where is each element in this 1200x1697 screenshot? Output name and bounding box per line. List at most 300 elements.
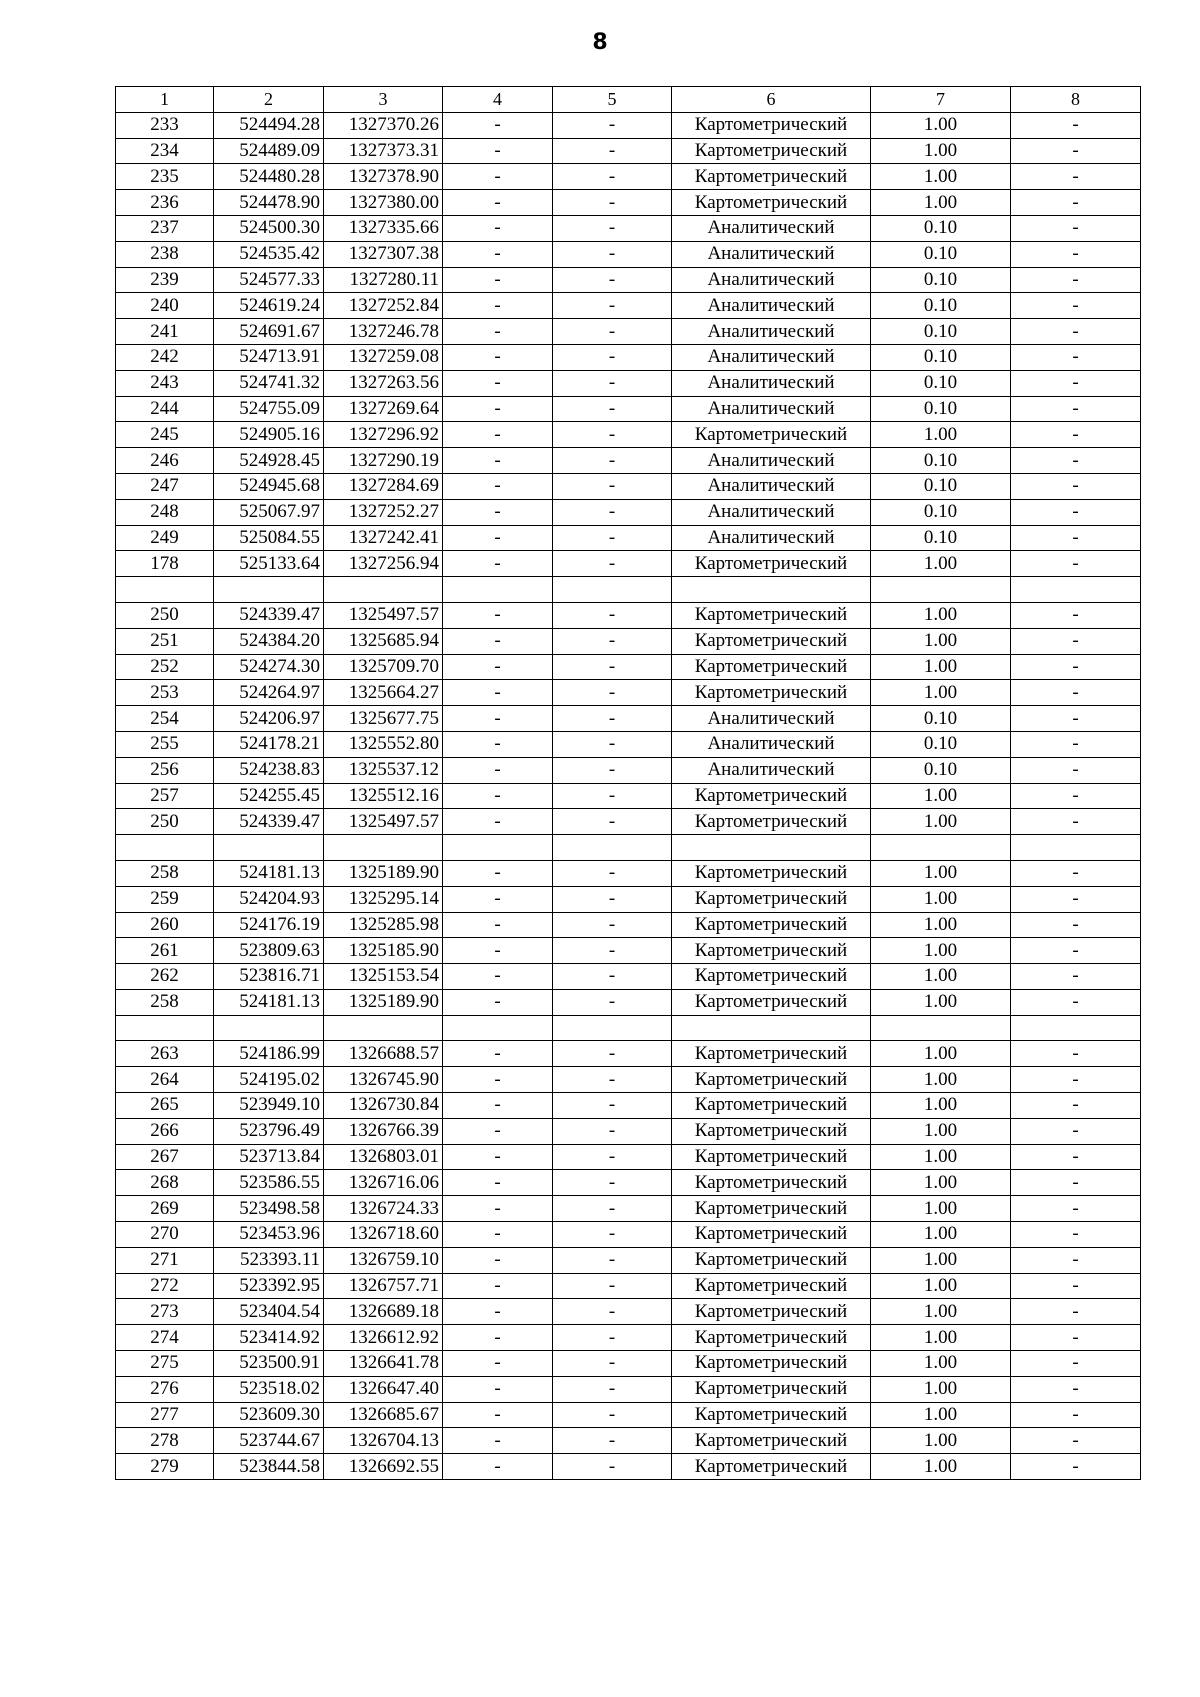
table-cell: - [443,1325,553,1351]
table-cell [871,835,1011,861]
table-row [116,1325,1141,1351]
table-cell: 0.10 [871,525,1011,551]
table-cell: - [1011,396,1141,422]
table-cell [553,1015,672,1041]
table-cell: - [1011,1118,1141,1144]
table-cell: - [1011,1454,1141,1480]
table-cell: 275 [116,1351,214,1377]
table-cell: 525133.64 [214,551,324,577]
table-cell: 1325537.12 [324,757,443,783]
table-row [116,1376,1141,1402]
table-cell: 1.00 [871,654,1011,680]
table-cell: - [443,448,553,474]
table-cell [324,835,443,861]
table-cell: 524176.19 [214,912,324,938]
table-cell: 1326745.90 [324,1067,443,1093]
table-cell: 0.10 [871,293,1011,319]
table-cell: 1326724.33 [324,1196,443,1222]
table-cell: 1.00 [871,628,1011,654]
table-cell: Картометрический [672,989,871,1015]
table-cell: 238 [116,241,214,267]
table-cell: 523796.49 [214,1118,324,1144]
table-row [116,886,1141,912]
table-cell: - [443,525,553,551]
table-cell: 0.10 [871,706,1011,732]
table-cell: - [443,1428,553,1454]
table-cell: Аналитический [672,319,871,345]
table-cell [116,1015,214,1041]
table-cell: - [1011,809,1141,835]
table-cell: 523609.30 [214,1402,324,1428]
table-cell: - [553,293,672,319]
table-cell: 524339.47 [214,602,324,628]
table-cell: - [1011,1402,1141,1428]
table-cell: - [443,370,553,396]
table-cell: Картометрический [672,422,871,448]
table-row [116,912,1141,938]
table-cell: 1327296.92 [324,422,443,448]
table-row [116,1144,1141,1170]
table-cell: - [443,628,553,654]
table-cell: Аналитический [672,267,871,293]
table-row [116,1351,1141,1377]
table-row [116,499,1141,525]
table-cell: - [443,783,553,809]
column-header: 3 [324,87,443,113]
table-cell: - [1011,241,1141,267]
table-cell: - [1011,938,1141,964]
table-cell: - [1011,1170,1141,1196]
table-cell: - [1011,1376,1141,1402]
table-cell: - [553,1273,672,1299]
table-cell: - [443,551,553,577]
table-row [116,938,1141,964]
table-cell: 1327256.94 [324,551,443,577]
table-cell: Картометрический [672,1402,871,1428]
table-cell: Картометрический [672,138,871,164]
table-cell: Картометрический [672,1454,871,1480]
table-cell: 1326766.39 [324,1118,443,1144]
table-cell: - [443,344,553,370]
table-cell: 1.00 [871,1428,1011,1454]
table-row [116,809,1141,835]
table-cell: - [1011,1273,1141,1299]
table-cell: - [553,319,672,345]
table-cell [1011,835,1141,861]
table-cell: Картометрический [672,1170,871,1196]
table-cell [1011,1015,1141,1041]
column-header: 6 [672,87,871,113]
table-cell: Аналитический [672,293,871,319]
table-cell: - [553,1351,672,1377]
table-cell: - [1011,499,1141,525]
table-cell: 245 [116,422,214,448]
table-cell: - [553,1376,672,1402]
table-cell: 1.00 [871,1351,1011,1377]
table-cell: - [443,422,553,448]
table-cell: Картометрический [672,1428,871,1454]
table-cell: - [443,164,553,190]
table-cell: 267 [116,1144,214,1170]
table-cell: - [1011,654,1141,680]
table-cell: - [553,190,672,216]
table-cell: 524928.45 [214,448,324,474]
table-cell: 250 [116,602,214,628]
table-cell: 1.00 [871,551,1011,577]
table-cell: 1327252.27 [324,499,443,525]
table-cell: 1327370.26 [324,112,443,138]
table-cell: 1325185.90 [324,938,443,964]
table-row [116,344,1141,370]
table-cell: 524713.91 [214,344,324,370]
column-header: 8 [1011,87,1141,113]
table-cell: - [1011,551,1141,577]
table-row [116,731,1141,757]
table-cell: 251 [116,628,214,654]
table-cell: 236 [116,190,214,216]
table-cell: - [443,473,553,499]
table-cell: - [553,1299,672,1325]
table-cell: - [1011,215,1141,241]
table-row [116,112,1141,138]
table-cell: 1.00 [871,964,1011,990]
table-cell: - [1011,138,1141,164]
table-cell: 274 [116,1325,214,1351]
table-cell: 233 [116,112,214,138]
table-cell: 1327280.11 [324,267,443,293]
table-cell: - [1011,860,1141,886]
table-cell: 1326692.55 [324,1454,443,1480]
table-cell: - [1011,680,1141,706]
table-cell: - [553,989,672,1015]
table-cell: - [1011,164,1141,190]
table-cell: - [1011,1222,1141,1248]
table-cell: - [553,1428,672,1454]
table-cell: 524195.02 [214,1067,324,1093]
table-cell: 266 [116,1118,214,1144]
table-row [116,267,1141,293]
table-cell: 523844.58 [214,1454,324,1480]
table-cell: 1.00 [871,1118,1011,1144]
table-cell: - [1011,1351,1141,1377]
table-cell: 523453.96 [214,1222,324,1248]
table-cell: - [1011,731,1141,757]
table-cell: - [443,602,553,628]
table-cell: Картометрический [672,860,871,886]
table-cell [672,835,871,861]
table-row [116,680,1141,706]
column-header: 1 [116,87,214,113]
table-cell: - [443,1454,553,1480]
table-cell: 241 [116,319,214,345]
table-cell: - [443,938,553,964]
table-cell: 1.00 [871,680,1011,706]
table-cell: Картометрический [672,628,871,654]
table-cell: - [443,1170,553,1196]
table-cell: 1.00 [871,809,1011,835]
table-cell: - [553,215,672,241]
table-cell: 523392.95 [214,1273,324,1299]
table-cell: 524741.32 [214,370,324,396]
table-cell: 524206.97 [214,706,324,732]
table-cell: 272 [116,1273,214,1299]
table-cell: 524339.47 [214,809,324,835]
table-cell: Картометрический [672,1118,871,1144]
table-cell: - [443,267,553,293]
table-cell: - [1011,267,1141,293]
table-cell: - [553,473,672,499]
table-cell: Картометрический [672,1325,871,1351]
table-cell: 524500.30 [214,215,324,241]
table-cell: 1325677.75 [324,706,443,732]
table-cell: 244 [116,396,214,422]
column-header: 4 [443,87,553,113]
column-header: 7 [871,87,1011,113]
table-cell: 524255.45 [214,783,324,809]
table-cell: 1327378.90 [324,164,443,190]
table-cell: 524178.21 [214,731,324,757]
table-row [116,215,1141,241]
table-row [116,319,1141,345]
table-separator-row [116,577,1141,603]
table-cell: 1.00 [871,1454,1011,1480]
table-cell: 234 [116,138,214,164]
table-cell: - [443,1118,553,1144]
table-cell [116,577,214,603]
table-row [116,602,1141,628]
column-header: 5 [553,87,672,113]
table-cell: 523393.11 [214,1247,324,1273]
table-cell: - [553,396,672,422]
table-cell: Картометрический [672,1144,871,1170]
table-cell: 523713.84 [214,1144,324,1170]
table-cell: - [1011,1196,1141,1222]
table-cell: - [553,1067,672,1093]
table-cell: Картометрический [672,551,871,577]
table-row [116,628,1141,654]
table-cell: - [553,1041,672,1067]
table-cell: 0.10 [871,448,1011,474]
table-cell: 1325685.94 [324,628,443,654]
table-cell: - [553,112,672,138]
table-cell: 524204.93 [214,886,324,912]
table-row [116,293,1141,319]
table-cell: - [1011,602,1141,628]
table-cell: - [443,912,553,938]
table-cell [443,835,553,861]
table-cell: - [1011,1041,1141,1067]
table-cell: 0.10 [871,396,1011,422]
table-cell: 269 [116,1196,214,1222]
table-cell [324,1015,443,1041]
table-cell: 1326718.60 [324,1222,443,1248]
table-cell: 276 [116,1376,214,1402]
table-cell: - [443,112,553,138]
table-cell: - [443,860,553,886]
table-cell: - [553,680,672,706]
table-cell [1011,577,1141,603]
table-cell: - [553,912,672,938]
table-cell: 1325664.27 [324,680,443,706]
table-cell: - [553,164,672,190]
table-cell: - [553,551,672,577]
table-cell: 1.00 [871,1170,1011,1196]
table-cell: - [443,654,553,680]
table-row [116,757,1141,783]
table-cell [214,577,324,603]
table-cell: 1326759.10 [324,1247,443,1273]
table-cell: - [553,1247,672,1273]
table-cell: Аналитический [672,473,871,499]
table-cell: 1326704.13 [324,1428,443,1454]
table-cell: 1.00 [871,1325,1011,1351]
table-cell: 0.10 [871,370,1011,396]
table-cell: 1326689.18 [324,1299,443,1325]
column-header: 2 [214,87,324,113]
table-cell: 524619.24 [214,293,324,319]
table-separator-row [116,835,1141,861]
table-cell: - [1011,448,1141,474]
table-cell: 524384.20 [214,628,324,654]
table-cell: - [443,886,553,912]
table-row [116,138,1141,164]
table-cell: 1327290.19 [324,448,443,474]
table-cell: 1.00 [871,912,1011,938]
table-cell: 255 [116,731,214,757]
table-cell: - [443,1273,553,1299]
table-cell: - [553,267,672,293]
table-cell: - [553,241,672,267]
table-cell: Картометрический [672,602,871,628]
table-cell: - [1011,1144,1141,1170]
table-cell: 242 [116,344,214,370]
table-cell: - [1011,628,1141,654]
table-cell: 524905.16 [214,422,324,448]
table-cell: 257 [116,783,214,809]
table-cell: Аналитический [672,731,871,757]
table-cell: - [443,499,553,525]
table-cell: 1325709.70 [324,654,443,680]
table-cell: 258 [116,860,214,886]
table-cell: - [553,499,672,525]
table-cell [871,577,1011,603]
table-cell: - [553,1118,672,1144]
table-cell: - [553,1325,672,1351]
table-cell: 250 [116,809,214,835]
table-cell: - [443,138,553,164]
table-row [116,473,1141,499]
table-cell: 248 [116,499,214,525]
table-cell: 1.00 [871,1196,1011,1222]
table-cell: - [443,1402,553,1428]
table-cell: 523500.91 [214,1351,324,1377]
table-cell: 0.10 [871,319,1011,345]
table-cell: - [1011,1093,1141,1119]
table-cell: 523809.63 [214,938,324,964]
table-cell: Аналитический [672,706,871,732]
table-cell: 1325497.57 [324,602,443,628]
table-row [116,1299,1141,1325]
table-cell: - [443,680,553,706]
table-cell: - [1011,1067,1141,1093]
table-row [116,706,1141,732]
table-cell: 262 [116,964,214,990]
table-cell: - [1011,525,1141,551]
table-cell: 270 [116,1222,214,1248]
table-cell: - [443,293,553,319]
table-cell: 523414.92 [214,1325,324,1351]
table-row [116,860,1141,886]
table-row [116,422,1141,448]
table-cell: 246 [116,448,214,474]
table-cell: 1.00 [871,1067,1011,1093]
table-cell: 0.10 [871,241,1011,267]
table-cell: - [443,241,553,267]
table-cell: - [443,190,553,216]
table-cell: 525067.97 [214,499,324,525]
table-cell: 1327242.41 [324,525,443,551]
table-cell: - [1011,422,1141,448]
table-cell: 1327252.84 [324,293,443,319]
table-cell: - [553,860,672,886]
table-cell: 1.00 [871,886,1011,912]
table-cell: - [1011,912,1141,938]
table-cell: - [553,1170,672,1196]
table-cell: 261 [116,938,214,964]
table-cell: - [553,1093,672,1119]
table-row [116,1118,1141,1144]
table-cell [443,577,553,603]
table-cell: 0.10 [871,731,1011,757]
coordinates-table [115,86,1141,1480]
table-cell: 1.00 [871,164,1011,190]
table-cell: 1327307.38 [324,241,443,267]
table-cell: 0.10 [871,215,1011,241]
table-cell: 523586.55 [214,1170,324,1196]
table-cell: - [553,448,672,474]
table-cell: 239 [116,267,214,293]
table-cell: - [553,706,672,732]
table-cell: 523949.10 [214,1093,324,1119]
table-cell [214,835,324,861]
table-body [116,87,1141,1480]
table-row [116,525,1141,551]
table-cell: Картометрический [672,938,871,964]
table-cell: - [443,215,553,241]
table-cell: 0.10 [871,267,1011,293]
table-cell: 1.00 [871,783,1011,809]
table-cell: 273 [116,1299,214,1325]
table-cell: - [1011,293,1141,319]
table-cell [553,835,672,861]
table-row [116,190,1141,216]
table-row [116,964,1141,990]
table-cell: - [553,783,672,809]
table-cell: 0.10 [871,499,1011,525]
table-cell: 1327373.31 [324,138,443,164]
table-row [116,783,1141,809]
table-cell: 1326688.57 [324,1041,443,1067]
table-cell: Картометрический [672,1376,871,1402]
table-cell: 523816.71 [214,964,324,990]
table-cell: 524264.97 [214,680,324,706]
table-cell: 237 [116,215,214,241]
table-cell: 1325189.90 [324,989,443,1015]
table-cell: - [443,319,553,345]
table-cell: - [553,1144,672,1170]
table-cell: - [443,731,553,757]
table-row [116,1402,1141,1428]
